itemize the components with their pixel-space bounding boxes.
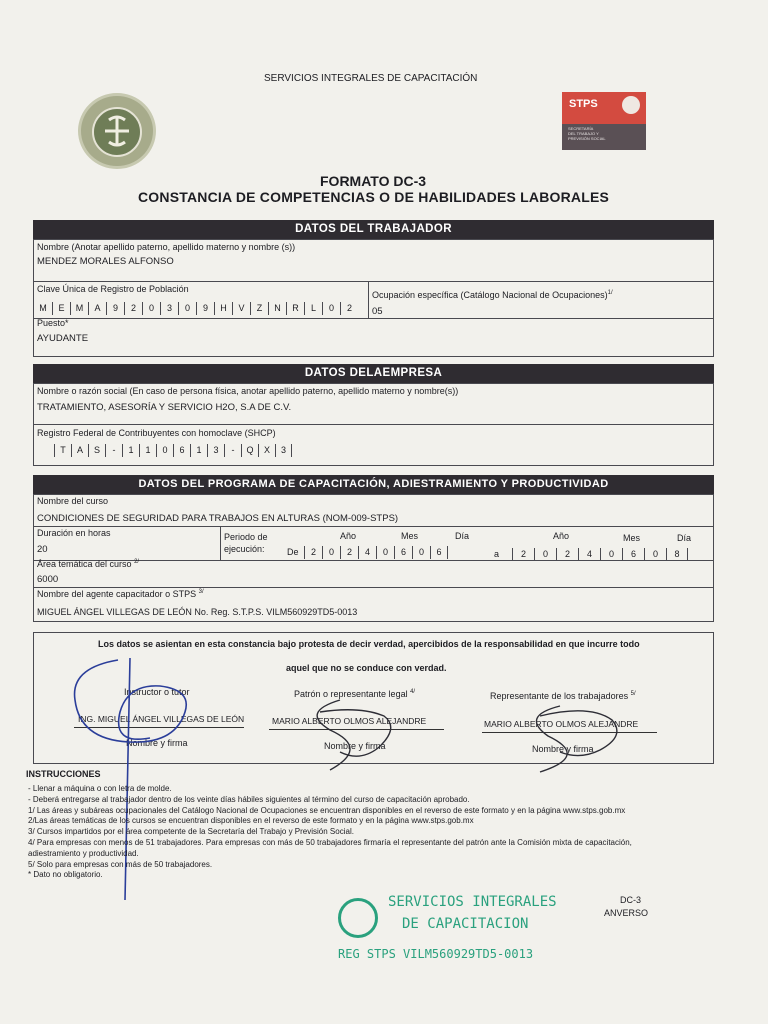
program-section-header: DATOS DEL PROGRAMA DE CAPACITACIÓN, ADIESTRAMIENTO Y PRODUCTIVIDAD: [33, 475, 714, 494]
start-date-cells: 2 0 2 4 0 6 0 6: [304, 546, 448, 559]
agent-label: Nombre del agente capacitador o STPS $^{3/}$: [37, 589, 204, 599]
occupation-value: 05: [372, 306, 383, 317]
period-to-label: a: [494, 549, 500, 559]
instruction-item: 5/ Solo para empresas con más de 50 trabajadores.: [28, 859, 213, 869]
form-title: CONSTANCIA DE COMPETENCIAS O DE HABILIDADES LABORALES: [138, 189, 610, 205]
end-day-label: Día: [677, 533, 692, 543]
area-value: 6000: [37, 574, 59, 585]
instruction-item: 2/Las áreas temáticas de los cursos se encuentran disponibles en el reverso de este formato y en la página www.stps.gob.mx: [28, 816, 474, 826]
period-label-1: Periodo de: [224, 532, 268, 542]
position-value: AYUDANTE: [37, 333, 89, 344]
curp-label: Clave Única de Registro de Población: [37, 284, 189, 294]
end-year-label: Año: [553, 531, 570, 541]
rfc-label: Registro Federal de Contribuyentes con homoclave (SHCP): [37, 428, 276, 438]
company-name-value: TRATAMIENTO, ASESORÍA Y SERVICIO H2O, S.A DE C.V.: [37, 402, 292, 413]
instructions-title: INSTRUCCIONES: [26, 769, 101, 779]
period-label-2: ejecución:: [224, 544, 265, 554]
stps-wordmark: STPS: [569, 98, 598, 110]
curp-cells: M E M A 9 2 0 3 0 9 H V Z N R L 0 2: [34, 302, 358, 315]
start-day-label: Día: [455, 531, 470, 541]
declaration-line-2: aquel que no se conduce con verdad.: [286, 663, 447, 673]
instructor-sign-caption: Nombre y firma: [126, 738, 188, 748]
instruction-item: 3/ Cursos impartidos por el área competente de la Secretaría del Trabajo y Previsión Social.: [28, 827, 354, 837]
company-name-label: Nombre o razón social (En caso de persona física, anotar apellido paterno, apellido materno y nombre(s)): [37, 386, 459, 396]
doc-code: DC-3: [620, 895, 642, 905]
worker-name-label: Nombre (Anotar apellido paterno, apellido materno y nombre (s)): [37, 242, 296, 252]
hours-value: 20: [37, 544, 48, 555]
stps-subtitle: SECRETARÍA DEL TRABAJO Y PREVISIÓN SOCIAL: [568, 126, 606, 141]
employer-signature: [317, 700, 391, 770]
worker-name-value: MENDEZ MORALES ALFONSO: [37, 256, 174, 267]
course-value: CONDICIONES DE SEGURIDAD PARA TRABAJOS EN ALTURAS (NOM-009-STPS): [37, 513, 399, 524]
company-section-header: DATOS DELAEMPRESA: [33, 364, 714, 383]
stamp-logo-icon: [338, 898, 378, 938]
course-label: Nombre del curso: [37, 496, 109, 506]
workers-rep-sign-caption: Nombre y firma: [532, 744, 594, 754]
occupation-label: Ocupación específica (Catálogo Nacional de Ocupaciones)$^{1/}$: [372, 290, 613, 300]
worker-section-header: DATOS DEL TRABAJADOR: [33, 220, 714, 239]
instruction-item: - Llenar a máquina o con letra de molde.: [28, 784, 172, 793]
employer-label: Patrón o representante legal $^{4/}$: [294, 689, 416, 699]
employer-name: MARIO ALBERTO OLMOS ALEJANDRE: [272, 716, 427, 726]
period-from-label: De: [287, 547, 299, 557]
workers-rep-signature: [536, 706, 616, 772]
start-year-label: Año: [340, 531, 357, 541]
instruction-item: 1/ Las áreas y subáreas ocupacionales del Catálogo Nacional de Ocupaciones se encuentran disponibles en el reverso de este formato y en la página www.stps.gob.mx: [28, 805, 626, 815]
start-month-label: Mes: [401, 531, 419, 541]
position-label: Puesto*: [37, 318, 69, 328]
company-header: SERVICIOS INTEGRALES DE CAPACITACIÓN: [264, 73, 478, 84]
hours-label: Duración en horas: [37, 528, 111, 538]
rfc-cells: T A S - 1 1 0 6 1 3 - Q X 3: [54, 444, 292, 457]
area-label: Área temática del curso $^{2/}$: [37, 559, 140, 569]
employer-sign-caption: Nombre y firma: [324, 741, 386, 751]
instruction-item: - Deberá entregarse al trabajador dentro de los veinte días hábiles siguientes al término del curso de capacitación aprobado.: [28, 794, 470, 804]
stamp-line-2: DE CAPACITACION: [402, 916, 529, 932]
instructor-name: ING. MIGUEL ÁNGEL VILLEGAS DE LEÓN: [78, 714, 245, 724]
declaration-line-1: Los datos se asientan en esta constancia bajo protesta de decir verdad, apercibidos de la responsabilidad en que incurre todo: [98, 639, 640, 649]
end-date-cells: 2 0 2 4 0 6 0 8: [512, 548, 688, 561]
workers-rep-name: MARIO ALBERTO OLMOS ALEJANDRE: [484, 719, 639, 729]
stamp-line-3: REG STPS VILM560929TD5-0013: [338, 947, 534, 961]
stamp-line-1: SERVICIOS INTEGRALES: [388, 894, 557, 910]
doc-side: ANVERSO: [604, 908, 649, 918]
instructor-label: Instructor o tutor: [124, 687, 190, 697]
instruction-item: 4/ Para empresas con menos de 51 trabajadores. Para empresas con más de 50 trabajadores firmaría el representante del patrón ante la Comisión mixta de capacitación,: [28, 837, 632, 847]
instruction-item: adiestramiento y productividad.: [28, 848, 139, 858]
workers-rep-label: Representante de los trabajadores $^{5/}$: [490, 691, 636, 701]
form-code: FORMATO DC-3: [320, 173, 427, 189]
instructions-list: [28, 784, 632, 881]
instruction-item: * Dato no obligatorio.: [28, 870, 103, 880]
agent-value: MIGUEL ÁNGEL VILLEGAS DE LEÓN No. Reg. S.T.P.S. VILM560929TD5-0013: [37, 607, 358, 617]
end-month-label: Mes: [623, 533, 641, 543]
